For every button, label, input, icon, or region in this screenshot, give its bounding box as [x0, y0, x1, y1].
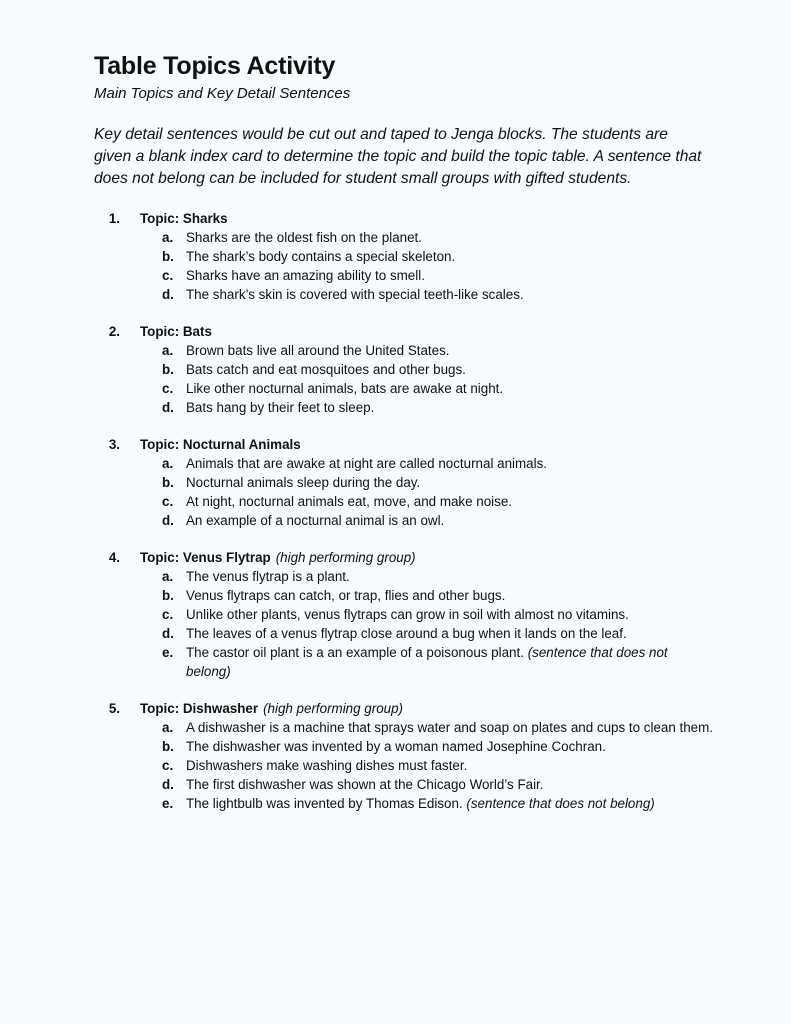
item-letter: a. [162, 569, 174, 584]
item-letter: a. [162, 343, 174, 358]
detail-sentence [186, 266, 714, 285]
intro-paragraph: Key detail sentences would be cut out and taped to Jenga blocks. The students are given a blank index card to determine the topic and build the topic table. A sentence that does not belong can be included for student small groups with gifted students. [94, 126, 702, 187]
sentence-text: Animals that are awake at night are called nocturnal animals. [186, 456, 547, 471]
document-subtitle: Main Topics and Key Detail Sentences [94, 85, 351, 102]
item-letter: a. [162, 456, 174, 471]
sentence-text: Bats hang by their feet to sleep. [186, 400, 375, 415]
detail-sentence [186, 341, 714, 360]
sentence-text: The castor oil plant is a an example of a poisonous plant. [186, 645, 524, 660]
detail-sentence [186, 567, 714, 586]
item-letter: c. [162, 607, 174, 622]
sentence-text: Like other nocturnal animals, bats are awake at night. [186, 381, 504, 396]
detail-sentence-list [162, 341, 714, 417]
topic-label: Topic: Nocturnal Animals [140, 437, 301, 452]
sentence-note: (sentence that does not belong) [466, 796, 655, 811]
list-item [162, 360, 714, 379]
detail-sentence-list [162, 228, 714, 304]
detail-sentence [186, 775, 714, 794]
topic-note: (high performing group) [275, 550, 416, 565]
detail-sentence [186, 756, 714, 775]
item-letter: b. [162, 588, 174, 603]
item-letter: d. [162, 777, 174, 792]
list-item [162, 511, 714, 530]
item-letter: d. [162, 513, 174, 528]
detail-sentence [186, 605, 714, 624]
detail-sentence-list [162, 567, 714, 681]
item-letter: e. [162, 796, 174, 811]
sentence-text: At night, nocturnal animals eat, move, and make noise. [186, 494, 513, 509]
sentence-text: Sharks are the oldest fish on the planet. [186, 230, 422, 245]
item-letter: c. [162, 494, 174, 509]
list-item [162, 247, 714, 266]
topic-section [94, 209, 714, 304]
topic-heading [94, 322, 714, 341]
topic-number: 5. [108, 701, 120, 716]
topic-heading [94, 435, 714, 454]
detail-sentence [186, 285, 714, 304]
sentence-text: The leaves of a venus flytrap close around a bug when it lands on the leaf. [186, 626, 627, 641]
detail-sentence [186, 228, 714, 247]
document-page [94, 50, 714, 831]
sentence-text: Brown bats live all around the United States. [186, 343, 450, 358]
topic-label: Topic: Sharks [140, 211, 228, 226]
document-title: Table Topics Activity [94, 52, 336, 80]
sentence-text: The shark’s skin is covered with special teeth-like scales. [186, 287, 524, 302]
topic-section [94, 699, 714, 813]
sentence-note: (sentence that does not belong) [186, 645, 668, 679]
item-letter: e. [162, 645, 174, 660]
topic-number: 2. [108, 324, 120, 339]
item-letter: b. [162, 362, 174, 377]
list-item [162, 454, 714, 473]
topic-label: Topic: Dishwasher [140, 701, 259, 716]
detail-sentence [186, 586, 714, 605]
topic-number: 1. [108, 211, 120, 226]
detail-sentence [186, 379, 714, 398]
detail-sentence [186, 247, 714, 266]
item-letter: b. [162, 475, 174, 490]
detail-sentence [186, 360, 714, 379]
list-item [162, 794, 714, 813]
topic-heading [94, 548, 714, 567]
sentence-text: The shark’s body contains a special skeleton. [186, 249, 456, 264]
item-letter: b. [162, 249, 174, 264]
item-letter: d. [162, 400, 174, 415]
item-letter: d. [162, 626, 174, 641]
list-item [162, 285, 714, 304]
topic-number: 4. [108, 550, 120, 565]
sentence-text: The lightbulb was invented by Thomas Edison. [186, 796, 463, 811]
detail-sentence [186, 737, 714, 756]
sentence-text: The venus flytrap is a plant. [186, 569, 350, 584]
list-item [162, 398, 714, 417]
sentence-text: Dishwashers make washing dishes must faster. [186, 758, 468, 773]
list-item [162, 756, 714, 775]
sentence-text: The first dishwasher was shown at the Chicago World’s Fair. [186, 777, 544, 792]
list-item [162, 586, 714, 605]
list-item [162, 473, 714, 492]
topic-number: 3. [108, 437, 120, 452]
list-item [162, 737, 714, 756]
detail-sentence [186, 794, 714, 813]
sentence-text: The dishwasher was invented by a woman named Josephine Cochran. [186, 739, 606, 754]
topic-section [94, 322, 714, 417]
sentence-text: An example of a nocturnal animal is an owl. [186, 513, 445, 528]
item-letter: c. [162, 381, 174, 396]
topic-label: Topic: Venus Flytrap [140, 550, 271, 565]
detail-sentence [186, 398, 714, 417]
detail-sentence [186, 643, 714, 681]
topic-label: Topic: Bats [140, 324, 212, 339]
detail-sentence [186, 511, 714, 530]
topic-section [94, 548, 714, 681]
list-item [162, 228, 714, 247]
detail-sentence [186, 624, 714, 643]
list-item [162, 775, 714, 794]
sentence-text: Nocturnal animals sleep during the day. [186, 475, 421, 490]
list-item [162, 624, 714, 643]
item-letter: b. [162, 739, 174, 754]
item-letter: c. [162, 758, 174, 773]
list-item [162, 643, 714, 681]
topic-list [94, 209, 714, 813]
sentence-text: A dishwasher is a machine that sprays water and soap on plates and cups to clean them. [186, 720, 714, 735]
topic-note: (high performing group) [263, 701, 403, 716]
list-item [162, 605, 714, 624]
list-item [162, 266, 714, 285]
detail-sentence [186, 492, 714, 511]
item-letter: d. [162, 287, 174, 302]
sentence-text: Sharks have an amazing ability to smell. [186, 268, 425, 283]
list-item [162, 379, 714, 398]
item-letter: a. [162, 230, 174, 245]
sentence-text: Unlike other plants, venus flytraps can grow in soil with almost no vitamins. [186, 607, 629, 622]
detail-sentence-list [162, 718, 714, 813]
topic-heading [94, 209, 714, 228]
detail-sentence [186, 454, 714, 473]
detail-sentence [186, 718, 714, 737]
list-item [162, 341, 714, 360]
topic-heading [94, 699, 714, 718]
list-item [162, 567, 714, 586]
item-letter: c. [162, 268, 174, 283]
sentence-text: Venus flytraps can catch, or trap, flies and other bugs. [186, 588, 506, 603]
topic-section [94, 435, 714, 530]
item-letter: a. [162, 720, 174, 735]
list-item [162, 492, 714, 511]
detail-sentence [186, 473, 714, 492]
sentence-text: Bats catch and eat mosquitoes and other bugs. [186, 362, 466, 377]
detail-sentence-list [162, 454, 714, 530]
list-item [162, 718, 714, 737]
